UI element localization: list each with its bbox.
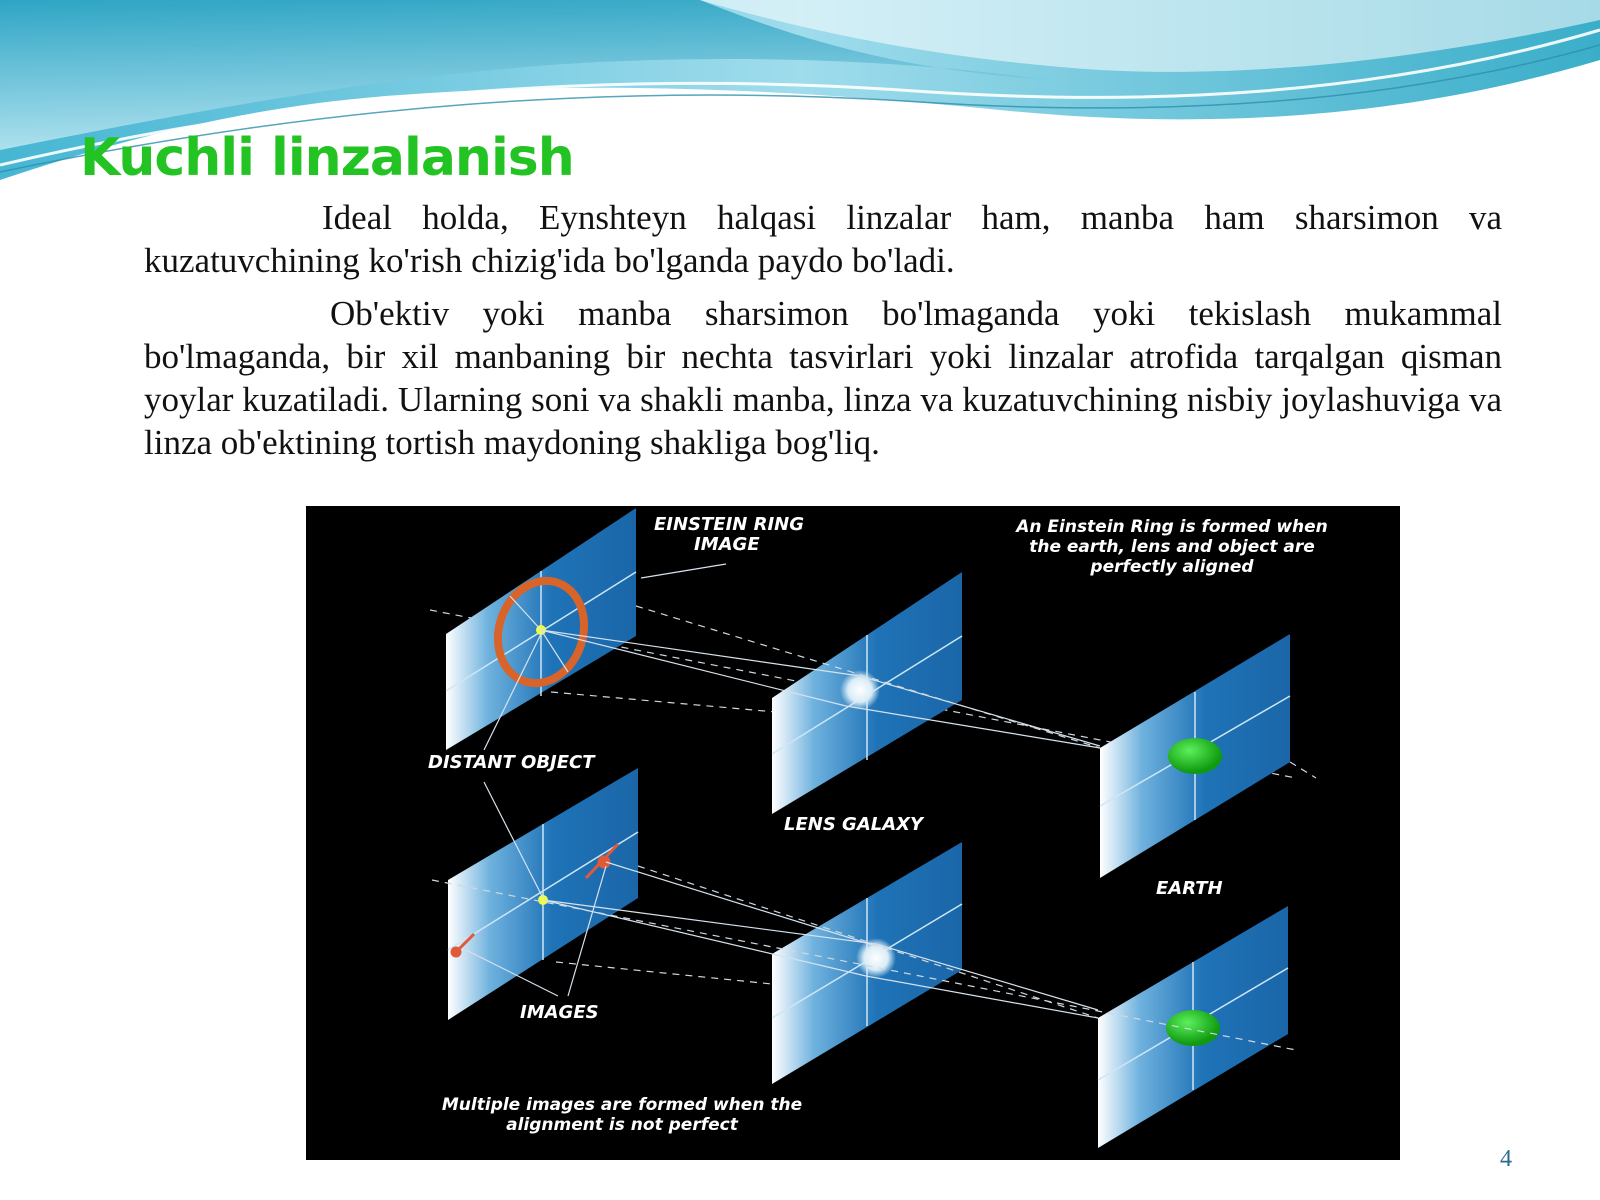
earth-bottom <box>1166 1010 1220 1046</box>
slide-title: Kuchli linzalanish <box>80 128 574 188</box>
label-distant-object: DISTANT OBJECT <box>428 752 595 773</box>
lensing-diagram <box>306 506 1400 1160</box>
earth-top <box>1168 738 1222 774</box>
caption-bottom-line-2: alignment is not perfect <box>506 1115 738 1135</box>
label-images: IMAGES <box>520 1002 599 1023</box>
label-earth: EARTH <box>1156 878 1223 899</box>
label-einstein-ring: EINSTEIN RING <box>654 514 805 535</box>
caption-bottom-line-1: Multiple images are formed when the <box>441 1095 803 1115</box>
caption-top-line-2: the earth, lens and object are <box>1029 537 1315 557</box>
source-plane-bottom <box>448 768 638 1020</box>
paragraph-2: Ob'ektiv yoki manba sharsimon bo'lmaganda yoki tekislash mukammal bo'lmaganda, bir xil manbaning bir nechta tasvirlari yoki linzalar atrofida tarqalgan qisman yoylar kuzatiladi. Ularning soni va shakli manba, linza va kuzatuvchining nisbiy joylashuviga va linza ob'ektining tortish maydoning shakliga bog'liq. <box>144 294 1502 462</box>
label-einstein-ring-image: IMAGE <box>694 534 760 555</box>
page-number: 4 <box>1500 1146 1512 1172</box>
caption-top-line-1: An Einstein Ring is formed when <box>1016 517 1328 537</box>
paragraph-1: Ideal holda, Eynshteyn halqasi linzalar ham, manba ham sharsimon va kuzatuvchining ko'rish chizig'ida bo'lganda paydo bo'ladi. <box>144 198 1502 280</box>
label-lens-galaxy: LENS GALAXY <box>784 814 924 835</box>
caption-top-line-3: perfectly aligned <box>1090 557 1254 577</box>
